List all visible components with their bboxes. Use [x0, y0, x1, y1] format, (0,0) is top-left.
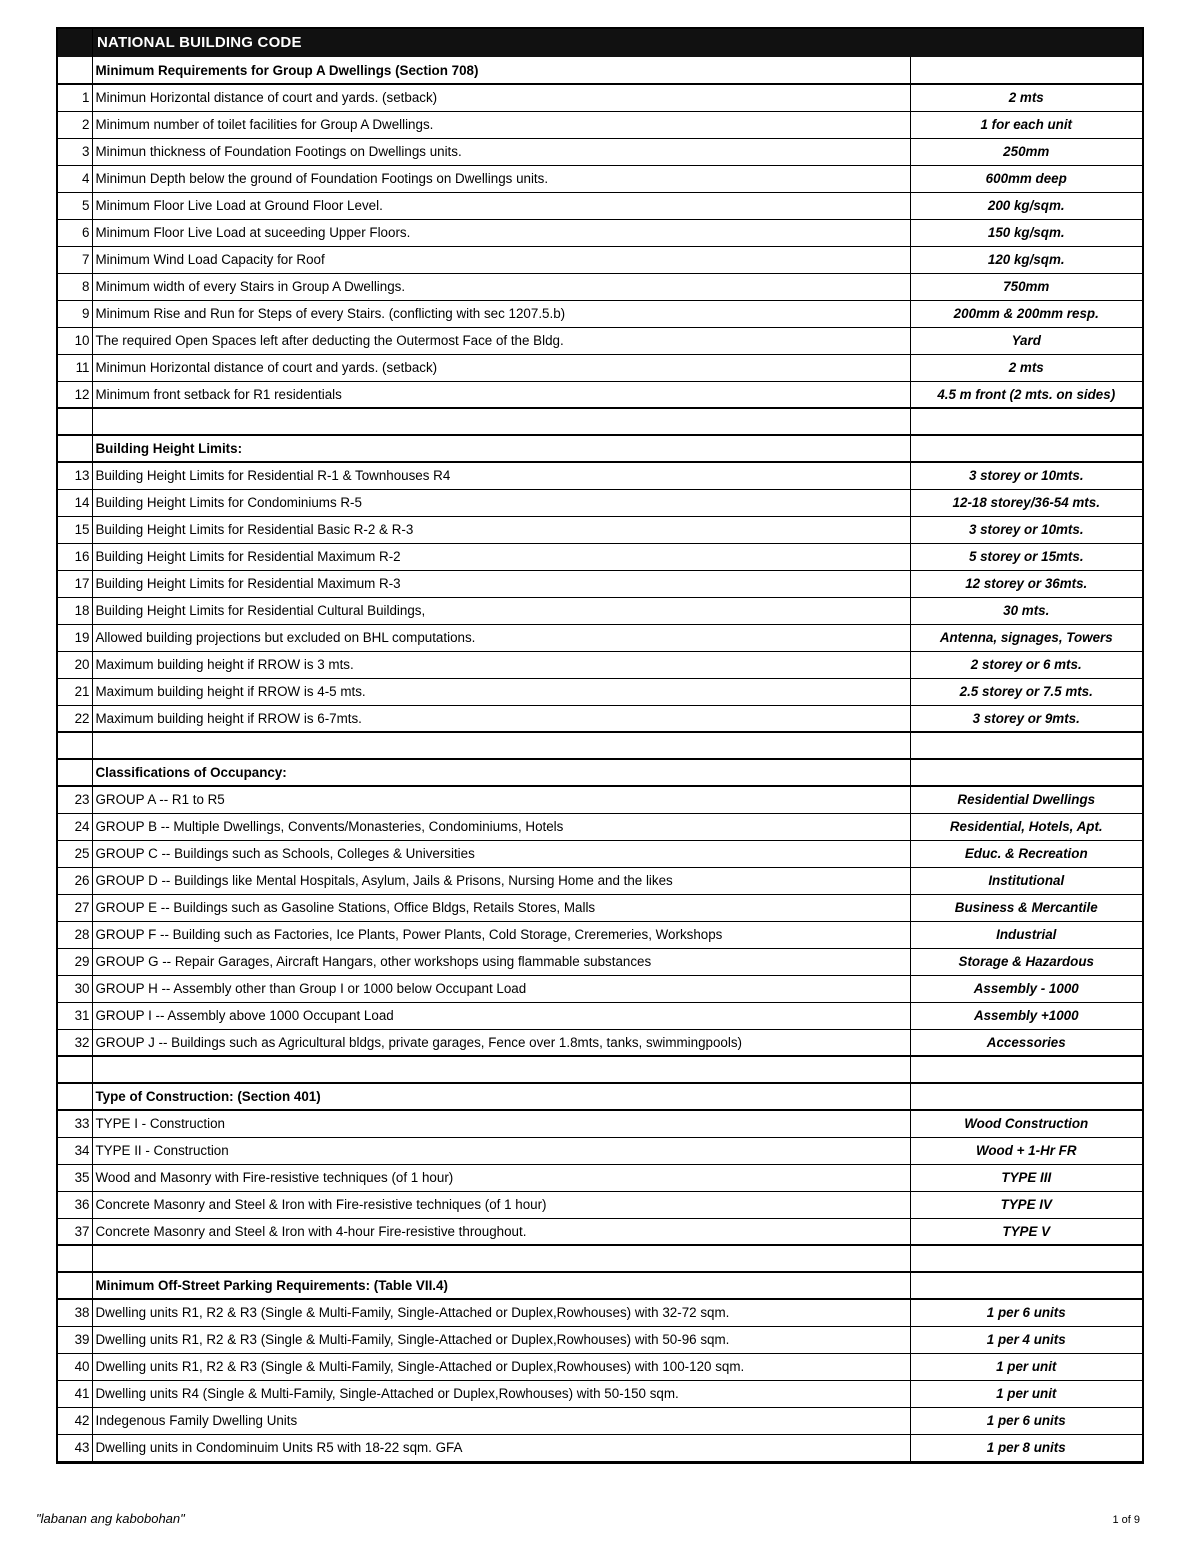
row-number: 34 — [58, 1137, 92, 1164]
section-header-row — [58, 1083, 1142, 1110]
row-value: Storage & Hazardous — [910, 948, 1142, 975]
row-value: 3 storey or 9mts. — [910, 705, 1142, 732]
row-description: Dwelling units R1, R2 & R3 (Single & Multi-Family, Single-Attached or Duplex,Rowhouses) with 50-96 sqm. — [92, 1326, 910, 1353]
table-row — [58, 327, 1142, 354]
row-number: 5 — [58, 192, 92, 219]
row-number — [58, 732, 92, 759]
row-value: Yard — [910, 327, 1142, 354]
row-number: 26 — [58, 867, 92, 894]
row-value: 1 per 4 units — [910, 1326, 1142, 1353]
row-description: Minimum front setback for R1 residentials — [92, 381, 910, 408]
table-row — [58, 975, 1142, 1002]
table-row — [58, 786, 1142, 813]
row-number: 31 — [58, 1002, 92, 1029]
row-number: 12 — [58, 381, 92, 408]
row-description: Classifications of Occupancy: — [92, 759, 910, 786]
row-value: 1 per 6 units — [910, 1407, 1142, 1434]
table-row — [58, 1326, 1142, 1353]
row-value — [910, 732, 1142, 759]
row-description: Building Height Limits for Residential Cultural Buildings, — [92, 597, 910, 624]
row-number — [58, 1272, 92, 1299]
row-number: 21 — [58, 678, 92, 705]
row-value: 12 storey or 36mts. — [910, 570, 1142, 597]
title-bar — [58, 29, 1142, 57]
table-row — [58, 273, 1142, 300]
section-header-row — [58, 435, 1142, 462]
row-number: 9 — [58, 300, 92, 327]
table-row — [58, 354, 1142, 381]
row-value — [910, 57, 1142, 84]
row-description: GROUP H -- Assembly other than Group I or 1000 below Occupant Load — [92, 975, 910, 1002]
row-value: 120 kg/sqm. — [910, 246, 1142, 273]
row-number: 3 — [58, 138, 92, 165]
row-description: TYPE II - Construction — [92, 1137, 910, 1164]
row-value: Business & Mercantile — [910, 894, 1142, 921]
row-number — [58, 1245, 92, 1272]
page-number: 1 of 9 — [1112, 1514, 1140, 1526]
row-description: Wood and Masonry with Fire-resistive techniques (of 1 hour) — [92, 1164, 910, 1191]
row-description: Allowed building projections but excluded on BHL computations. — [92, 624, 910, 651]
row-number: 17 — [58, 570, 92, 597]
row-number: 24 — [58, 813, 92, 840]
row-description: Minimum Requirements for Group A Dwellings (Section 708) — [92, 57, 910, 84]
section-header-row — [58, 759, 1142, 786]
table-row — [58, 1191, 1142, 1218]
row-description: Minimum Off-Street Parking Requirements: (Table VII.4) — [92, 1272, 910, 1299]
table-row — [58, 1353, 1142, 1380]
table-row — [58, 381, 1142, 408]
row-number: 7 — [58, 246, 92, 273]
table-row — [58, 1137, 1142, 1164]
row-number: 43 — [58, 1434, 92, 1461]
table-row — [58, 516, 1142, 543]
table-row — [58, 84, 1142, 111]
blank-row — [58, 1056, 1142, 1083]
row-value: 12-18 storey/36-54 mts. — [910, 489, 1142, 516]
table-row — [58, 948, 1142, 975]
table-row — [58, 246, 1142, 273]
footer-motto: "labanan ang kabobohan" — [36, 1511, 185, 1526]
row-number: 39 — [58, 1326, 92, 1353]
row-description: Indegenous Family Dwelling Units — [92, 1407, 910, 1434]
row-description: Building Height Limits for Residential Maximum R-2 — [92, 543, 910, 570]
row-number: 35 — [58, 1164, 92, 1191]
row-value: TYPE V — [910, 1218, 1142, 1245]
row-description: Maximum building height if RROW is 4-5 mts. — [92, 678, 910, 705]
row-number: 42 — [58, 1407, 92, 1434]
table-row — [58, 462, 1142, 489]
row-number: 40 — [58, 1353, 92, 1380]
row-value: 2 mts — [910, 354, 1142, 381]
document-title: NATIONAL BUILDING CODE — [97, 34, 302, 51]
table-row — [58, 192, 1142, 219]
row-value: 2.5 storey or 7.5 mts. — [910, 678, 1142, 705]
row-value: 200mm & 200mm resp. — [910, 300, 1142, 327]
row-description: GROUP F -- Building such as Factories, Ice Plants, Power Plants, Cold Storage, Creremeries, Workshops — [92, 921, 910, 948]
table-row — [58, 1029, 1142, 1056]
row-description: Maximum building height if RROW is 6-7mts. — [92, 705, 910, 732]
row-number: 25 — [58, 840, 92, 867]
table-row — [58, 219, 1142, 246]
row-description: GROUP I -- Assembly above 1000 Occupant Load — [92, 1002, 910, 1029]
row-value: 4.5 m front (2 mts. on sides) — [910, 381, 1142, 408]
row-value: 150 kg/sqm. — [910, 219, 1142, 246]
table-row — [58, 1434, 1142, 1461]
row-description: Minimum Rise and Run for Steps of every Stairs. (conflicting with sec 1207.5.b) — [92, 300, 910, 327]
row-description: Minimun Depth below the ground of Foundation Footings on Dwellings units. — [92, 165, 910, 192]
row-number: 4 — [58, 165, 92, 192]
row-description — [92, 1056, 910, 1083]
code-table-sheet — [56, 27, 1144, 1464]
row-description: Building Height Limits for Residential Maximum R-3 — [92, 570, 910, 597]
row-description: TYPE I - Construction — [92, 1110, 910, 1137]
row-description: Concrete Masonry and Steel & Iron with 4-hour Fire-resistive throughout. — [92, 1218, 910, 1245]
table-row — [58, 840, 1142, 867]
row-number: 15 — [58, 516, 92, 543]
row-description: Minimum width of every Stairs in Group A Dwellings. — [92, 273, 910, 300]
row-description: Minimun thickness of Foundation Footings on Dwellings units. — [92, 138, 910, 165]
row-value: Educ. & Recreation — [910, 840, 1142, 867]
row-description — [92, 1245, 910, 1272]
row-value: 1 per unit — [910, 1380, 1142, 1407]
row-description: Building Height Limits: — [92, 435, 910, 462]
row-number: 30 — [58, 975, 92, 1002]
row-value: 3 storey or 10mts. — [910, 462, 1142, 489]
row-value: TYPE IV — [910, 1191, 1142, 1218]
row-value: Assembly +1000 — [910, 1002, 1142, 1029]
blank-row — [58, 408, 1142, 435]
table-row — [58, 1002, 1142, 1029]
section-header-row — [58, 1272, 1142, 1299]
table-row — [58, 1299, 1142, 1326]
row-value: 1 per 8 units — [910, 1434, 1142, 1461]
row-description: GROUP J -- Buildings such as Agricultural bldgs, private garages, Fence over 1.8mts, tanks, swimmingpools) — [92, 1029, 910, 1056]
row-description: Concrete Masonry and Steel & Iron with Fire-resistive techniques (of 1 hour) — [92, 1191, 910, 1218]
row-description: GROUP C -- Buildings such as Schools, Colleges & Universities — [92, 840, 910, 867]
row-number: 29 — [58, 948, 92, 975]
row-value — [910, 1056, 1142, 1083]
row-value: Antenna, signages, Towers — [910, 624, 1142, 651]
row-value — [910, 435, 1142, 462]
table-row — [58, 597, 1142, 624]
row-value — [910, 1083, 1142, 1110]
row-value: 1 per unit — [910, 1353, 1142, 1380]
table-row — [58, 1380, 1142, 1407]
table-row — [58, 921, 1142, 948]
row-value: 2 mts — [910, 84, 1142, 111]
row-description: Minimun Horizontal distance of court and yards. (setback) — [92, 354, 910, 381]
row-description: Dwelling units R1, R2 & R3 (Single & Multi-Family, Single-Attached or Duplex,Rowhouses) with 32-72 sqm. — [92, 1299, 910, 1326]
row-description: Minimum Floor Live Load at Ground Floor Level. — [92, 192, 910, 219]
row-description: Minimum Floor Live Load at suceeding Upper Floors. — [92, 219, 910, 246]
row-description: Dwelling units in Condominuim Units R5 with 18-22 sqm. GFA — [92, 1434, 910, 1461]
row-number: 11 — [58, 354, 92, 381]
row-value — [910, 759, 1142, 786]
requirements-table — [58, 57, 1142, 1462]
table-row — [58, 651, 1142, 678]
row-number: 10 — [58, 327, 92, 354]
row-number: 2 — [58, 111, 92, 138]
row-value: 1 per 6 units — [910, 1299, 1142, 1326]
row-value: 5 storey or 15mts. — [910, 543, 1142, 570]
row-number — [58, 1056, 92, 1083]
row-description: Minimum number of toilet facilities for Group A Dwellings. — [92, 111, 910, 138]
row-number: 14 — [58, 489, 92, 516]
row-value: Accessories — [910, 1029, 1142, 1056]
row-value: 2 storey or 6 mts. — [910, 651, 1142, 678]
table-row — [58, 570, 1142, 597]
row-value: Industrial — [910, 921, 1142, 948]
blank-row — [58, 1245, 1142, 1272]
row-description: GROUP E -- Buildings such as Gasoline Stations, Office Bldgs, Retails Stores, Malls — [92, 894, 910, 921]
table-row — [58, 813, 1142, 840]
row-number — [58, 1083, 92, 1110]
row-number: 1 — [58, 84, 92, 111]
row-value — [910, 1245, 1142, 1272]
row-number — [58, 408, 92, 435]
row-number: 19 — [58, 624, 92, 651]
row-description: Maximum building height if RROW is 3 mts. — [92, 651, 910, 678]
row-description: Building Height Limits for Condominiums R-5 — [92, 489, 910, 516]
row-number: 37 — [58, 1218, 92, 1245]
row-value: TYPE III — [910, 1164, 1142, 1191]
table-row — [58, 867, 1142, 894]
row-number: 20 — [58, 651, 92, 678]
row-number — [58, 759, 92, 786]
table-row — [58, 489, 1142, 516]
table-row — [58, 1407, 1142, 1434]
row-description: GROUP G -- Repair Garages, Aircraft Hangars, other workshops using flammable substances — [92, 948, 910, 975]
row-description: GROUP D -- Buildings like Mental Hospitals, Asylum, Jails & Prisons, Nursing Home and the likes — [92, 867, 910, 894]
row-number: 27 — [58, 894, 92, 921]
row-value: 3 storey or 10mts. — [910, 516, 1142, 543]
row-number: 41 — [58, 1380, 92, 1407]
row-number: 18 — [58, 597, 92, 624]
row-description: GROUP A -- R1 to R5 — [92, 786, 910, 813]
row-description: GROUP B -- Multiple Dwellings, Convents/Monasteries, Condominiums, Hotels — [92, 813, 910, 840]
row-value: 600mm deep — [910, 165, 1142, 192]
table-row — [58, 678, 1142, 705]
table-row — [58, 624, 1142, 651]
row-value: 250mm — [910, 138, 1142, 165]
row-description: Dwelling units R4 (Single & Multi-Family, Single-Attached or Duplex,Rowhouses) with 50-150 sqm. — [92, 1380, 910, 1407]
row-description: Minimum Wind Load Capacity for Roof — [92, 246, 910, 273]
row-description: Minimun Horizontal distance of court and yards. (setback) — [92, 84, 910, 111]
row-number: 28 — [58, 921, 92, 948]
row-description — [92, 408, 910, 435]
row-value: Residential Dwellings — [910, 786, 1142, 813]
row-number: 8 — [58, 273, 92, 300]
row-value — [910, 1272, 1142, 1299]
row-value: 1 for each unit — [910, 111, 1142, 138]
row-number: 22 — [58, 705, 92, 732]
row-value — [910, 408, 1142, 435]
row-number: 6 — [58, 219, 92, 246]
table-row — [58, 1164, 1142, 1191]
row-value: Institutional — [910, 867, 1142, 894]
table-row — [58, 705, 1142, 732]
row-description — [92, 732, 910, 759]
row-description: Type of Construction: (Section 401) — [92, 1083, 910, 1110]
row-description: Building Height Limits for Residential Basic R-2 & R-3 — [92, 516, 910, 543]
row-number: 23 — [58, 786, 92, 813]
table-row — [58, 138, 1142, 165]
row-number — [58, 435, 92, 462]
section-header-row — [58, 57, 1142, 84]
row-description: Dwelling units R1, R2 & R3 (Single & Multi-Family, Single-Attached or Duplex,Rowhouses) with 100-120 sqm. — [92, 1353, 910, 1380]
row-description: Building Height Limits for Residential R-1 & Townhouses R4 — [92, 462, 910, 489]
row-value: 200 kg/sqm. — [910, 192, 1142, 219]
row-value: Residential, Hotels, Apt. — [910, 813, 1142, 840]
row-number — [58, 57, 92, 84]
row-value: Wood Construction — [910, 1110, 1142, 1137]
table-row — [58, 894, 1142, 921]
row-number: 32 — [58, 1029, 92, 1056]
table-row — [58, 543, 1142, 570]
row-value: 30 mts. — [910, 597, 1142, 624]
row-value: Assembly - 1000 — [910, 975, 1142, 1002]
row-number: 36 — [58, 1191, 92, 1218]
table-row — [58, 1110, 1142, 1137]
row-description: The required Open Spaces left after deducting the Outermost Face of the Bldg. — [92, 327, 910, 354]
row-number: 33 — [58, 1110, 92, 1137]
row-value: Wood + 1-Hr FR — [910, 1137, 1142, 1164]
row-number: 38 — [58, 1299, 92, 1326]
row-number: 13 — [58, 462, 92, 489]
table-row — [58, 165, 1142, 192]
blank-row — [58, 732, 1142, 759]
row-number: 16 — [58, 543, 92, 570]
table-row — [58, 1218, 1142, 1245]
row-value: 750mm — [910, 273, 1142, 300]
table-row — [58, 300, 1142, 327]
table-row — [58, 111, 1142, 138]
